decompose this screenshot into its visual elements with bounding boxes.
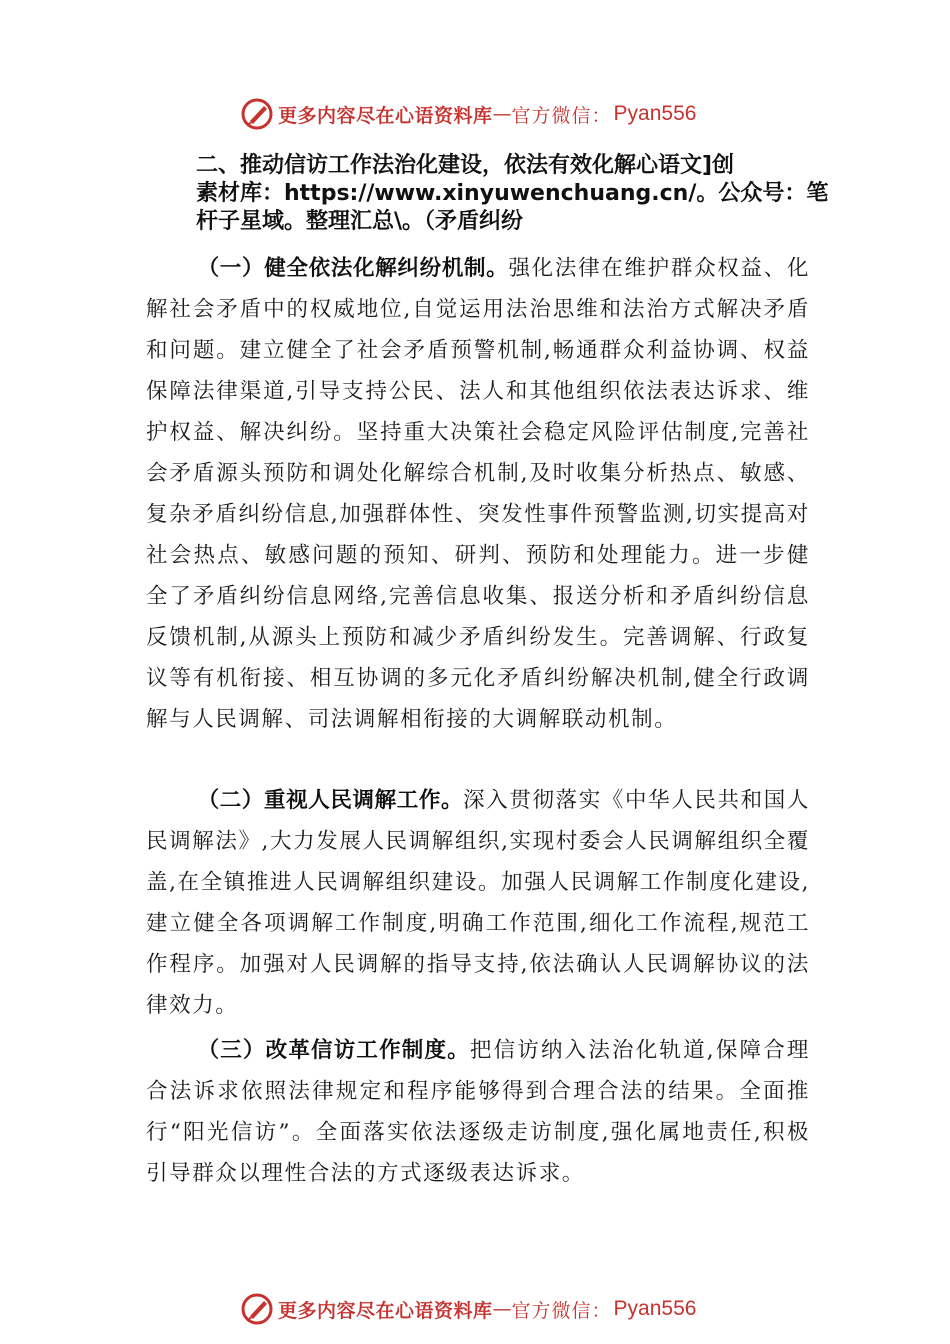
banner-official-label: 官方微信： [511,104,612,127]
watermark-banner-bottom [240,1291,696,1327]
brush-logo-icon [240,1292,274,1326]
paragraph-2-body: 深入贯彻落实《中华人民共和国人民调解法》,大力发展人民调解组织,实现村委会人民调解组织全覆盖,在全镇推进人民调解组织建设。加强人民调解工作制度化建设,建立健全各项调解工作制度,明确工作范围,细化工作流程,规范工作程序。加强对人民调解的指导支持,依法确认人民调解协议的法律效力。 [146,788,810,1018]
paragraph-3 [146,1030,810,1194]
banner-dash: — [492,1298,512,1320]
paragraph-2 [146,780,810,1026]
paragraph-3-lead: （三）改革信访工作制度。 [197,1038,470,1063]
paragraph-1-body: 强化法律在维护群众权益、化解社会矛盾中的权威地位,自觉运用法治思维和法治方式解决矛盾和问题。建立健全了社会矛盾预警机制,畅通群众利益协调、权益保障法律渠道,引导支持公民、法人和其他组织依法表达诉求、维护权益、解决纠纷。坚持重大决策社会稳定风险评估制度,完善社会矛盾源头预防和调处化解综合机制,及时收集分析热点、敏感、复杂矛盾纠纷信息,加强群体性、突发性事件预警监测,切实提高对社会热点、敏感问题的预知、研判、预防和处理能力。进一步健全了矛盾纠纷信息网络,完善信息收集、报送分析和矛盾纠纷信息反馈机制,从源头上预防和减少矛盾纠纷发生。完善调解、行政复议等有机衔接、相互协调的多元化矛盾纠纷解决机制,健全行政调解与人民调解、司法调解相衔接的大调解联动机制。 [146,256,810,732]
banner-wechat-handle: Pyan556 [613,1297,697,1320]
banner-brand: 更多内容尽在心语资料库 [278,104,493,127]
watermark-banner-top [240,96,696,132]
paragraph-2-lead: （二）重视人民调解工作。 [197,788,464,813]
banner-brand: 更多内容尽在心语资料库 [278,1299,493,1322]
banner-wechat-handle: Pyan556 [613,102,697,125]
banner-dash: — [492,103,512,125]
brush-logo-icon [240,97,274,131]
section-heading: 二、推动信访工作法治化建设，依法有效化解心语文]创 素材库：https://www.xinyuwenchuang.cn/。公众号：笔 杆子星域。整理汇总\。（矛盾纠纷 [196,153,829,234]
banner-official-label: 官方微信： [511,1299,612,1322]
paragraph-1-lead: （一）健全依法化解纠纷机制。 [197,256,509,281]
paragraph-3-body: 把信访纳入法治化轨道,保障合理合法诉求依照法律规定和程序能够得到合理合法的结果。全面推行“阳光信访”。全面落实依法逐级走访制度,强化属地责任,积极引导群众以理性合法的方式逐级表达诉求。 [146,1038,810,1186]
paragraph-1 [146,248,810,740]
